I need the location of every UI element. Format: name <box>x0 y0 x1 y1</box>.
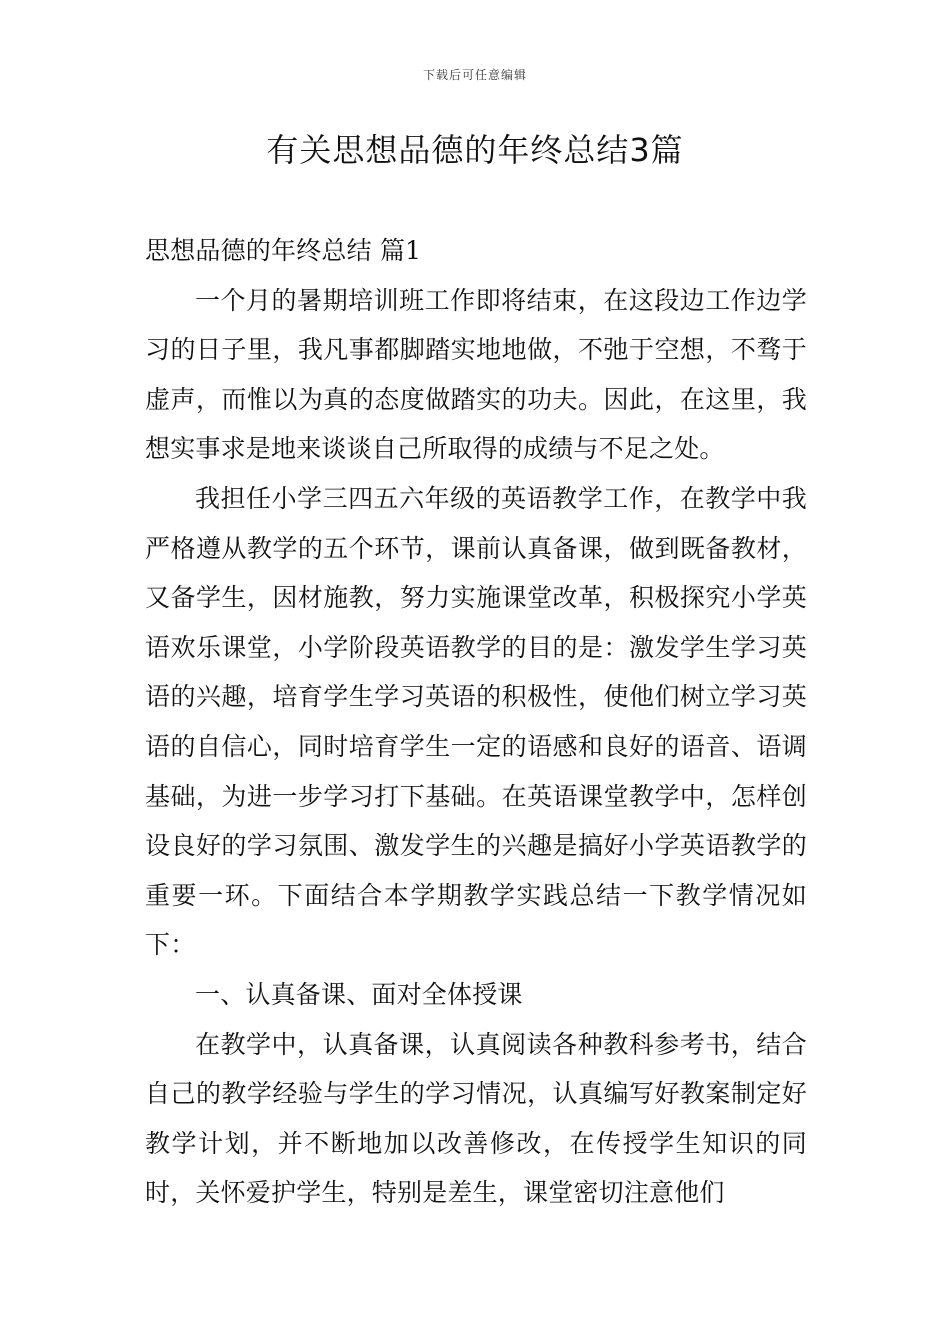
section-title: 思想品德的年终总结 篇1 <box>145 236 422 265</box>
paragraph-1: 一个月的暑期培训班工作即将结束，在这段边工作边学习的日子里，我凡事都脚踏实地地做，不弛于空想，不骛于虚声，而惟以为真的态度做踏实的功夫。因此，在这里，我想实事求是地来谈谈自己所取得的成绩与不足之处。 <box>145 285 807 464</box>
download-note: 下载后可任意编辑 <box>422 68 527 82</box>
paragraph-3: 在教学中，认真备课，认真阅读各种教科参考书，结合自己的教学经验与学生的学习情况，认真编写好教案制定好教学计划，并不断地加以改善修改，在传授学生知识的同时，关怀爱护学生，特别是差生，课堂密切注意他们 <box>145 1029 807 1208</box>
paragraph-2: 我担任小学三四五六年级的英语教学工作，在教学中我严格遵从教学的五个环节，课前认真备课，做到既备教材，又备学生，因材施教，努力实施课堂改革，积极探究小学英语欢乐课堂，小学阶段英语教学的目的是：激发学生学习英语的兴趣，培育学生学习英语的积极性，使他们树立学习英语的自信心，同时培育学生一定的语感和良好的语音、语调基础，为进一步学习打下基础。在英语课堂教学中，怎样创设良好的学习氛围、激发学生的兴趣是搞好小学英语教学的重要一环。下面结合本学期教学实践总结一下教学情况如下： <box>145 483 807 960</box>
document-body <box>145 226 807 1218</box>
sub-heading: 一、认真备课、面对全体授课 <box>195 979 523 1009</box>
document-title: 有关思想品德的年终总结3篇 <box>266 131 684 169</box>
